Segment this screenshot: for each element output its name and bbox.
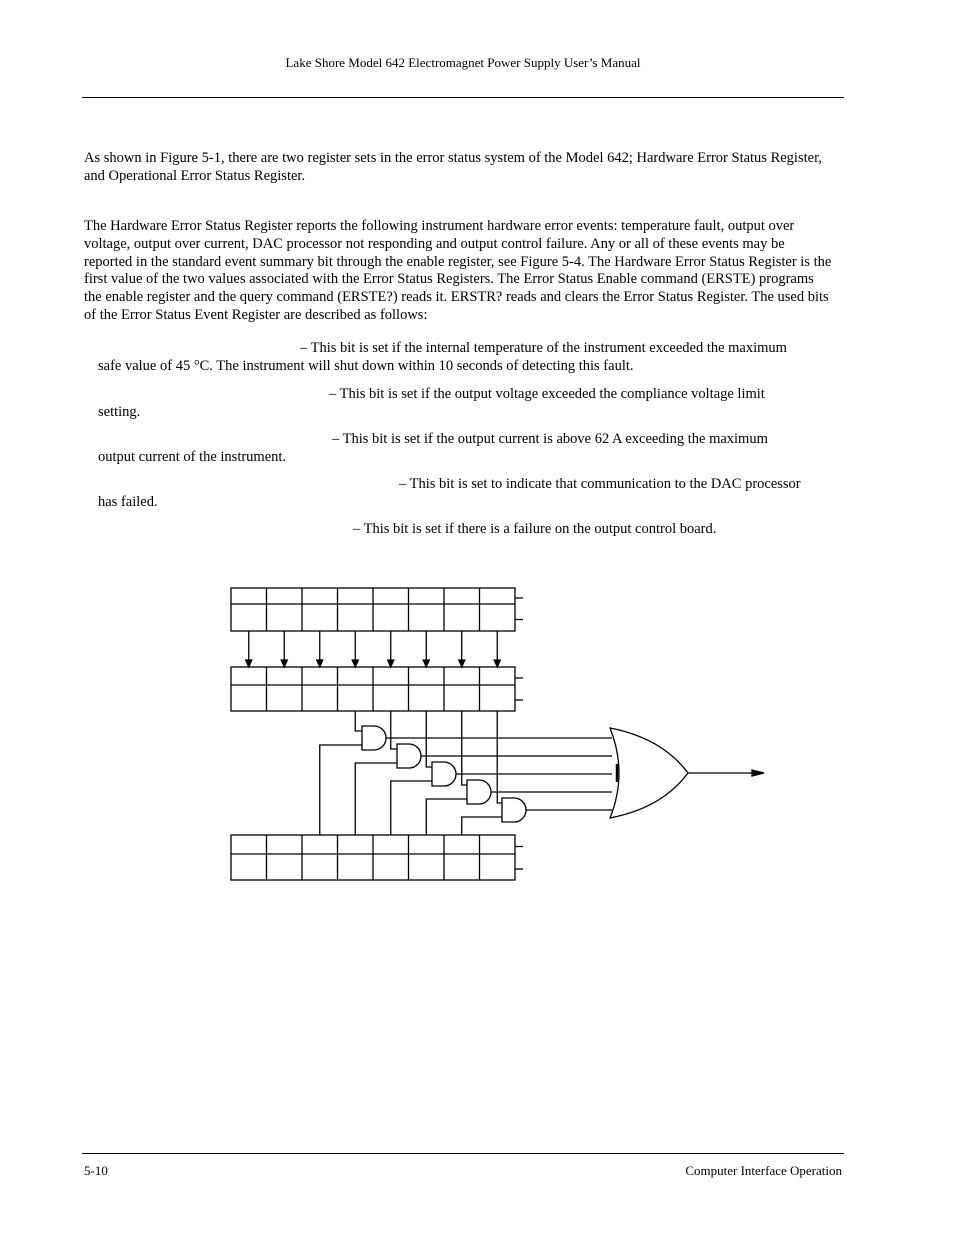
bullet-text-continued: setting. [98,404,141,420]
summary-output-arrow [752,770,764,776]
bullet-text: – This bit is set if the internal temperature of the instrument exceeded the maximum [300,340,787,356]
bullet-output-control [98,520,838,538]
bullet-dac-processor [98,475,838,511]
transfer-arrow-head [352,660,358,667]
and-gate [467,780,491,804]
event-bit-wire [426,711,432,767]
condition-register-outline [231,588,515,631]
transfer-arrow-head [494,660,500,667]
header-rule [82,97,844,98]
bullet-over-voltage [98,385,838,421]
transfer-arrow-head [423,660,429,667]
manual-title: Lake Shore Model 642 Electromagnet Power Supply User’s Manual [285,55,641,70]
transfer-arrow-head [281,660,287,667]
transfer-arrow-head [459,660,465,667]
bullet-text: – This bit is set if the output voltage exceeded the compliance voltage limit [329,386,765,402]
enable-bit-wire [426,799,467,835]
bullet-temperature-fault [98,339,838,375]
enable-bit-wire [462,817,502,835]
intro-paragraph: As shown in Figure 5-1, there are two register sets in the error status system of the Model 642; Hardware Error Status Register, and Operational Error Status Register. [84,150,822,184]
bullet-text-continued: has failed. [98,494,158,510]
transfer-arrow-head [388,660,394,667]
enable-bit-wire [355,763,397,835]
event-bit-wire [355,711,362,731]
event-bit-wire [497,711,502,803]
hardware-error-paragraph: The Hardware Error Status Register reports the following instrument hardware error events: temperature fault, output over voltage, output over current, DAC processor not responding and output control failure. Any or all of these events may be reported in the standard event summary bit through the enable register, see Figure 5-4. The Hardware Error Status Register is the first value of the two values associated with the Error Status Registers. The Error Status Enable command (ERSTE) programs the enable register and the query command (ERSTE?) reads it. ERSTR? reads and clears the Error Status Register. The used bits of the Error Status Event Register are described as follows: [84,218,832,323]
page-number: 5-10 [84,1163,108,1178]
event-register-outline [231,667,515,711]
transfer-arrow-head [317,660,323,667]
and-gate [362,726,386,750]
footer-rule [82,1153,844,1154]
event-bit-wire [462,711,467,785]
bullet-text: – This bit is set if the output current is above 62 A exceeding the maximum [332,431,768,447]
and-gate [432,762,456,786]
bullet-text: – This bit is set if there is a failure on the output control board. [353,521,717,537]
bullet-text-continued: safe value of 45 °C. The instrument will shut down within 10 seconds of detecting this fault. [98,358,634,374]
event-bit-wire [391,711,397,749]
bullet-text-continued: output current of the instrument. [98,449,287,465]
enable-bit-wire [391,781,432,835]
enable-register-outline [231,835,515,880]
enable-bit-wire [320,745,362,835]
bullet-text: – This bit is set to indicate that communication to the DAC processor [399,476,801,492]
transfer-arrow-head [246,660,252,667]
and-gate [502,798,526,822]
or-gate [610,728,688,818]
section-name: Computer Interface Operation [685,1163,842,1178]
and-gate [397,744,421,768]
bullet-over-current [98,430,838,466]
